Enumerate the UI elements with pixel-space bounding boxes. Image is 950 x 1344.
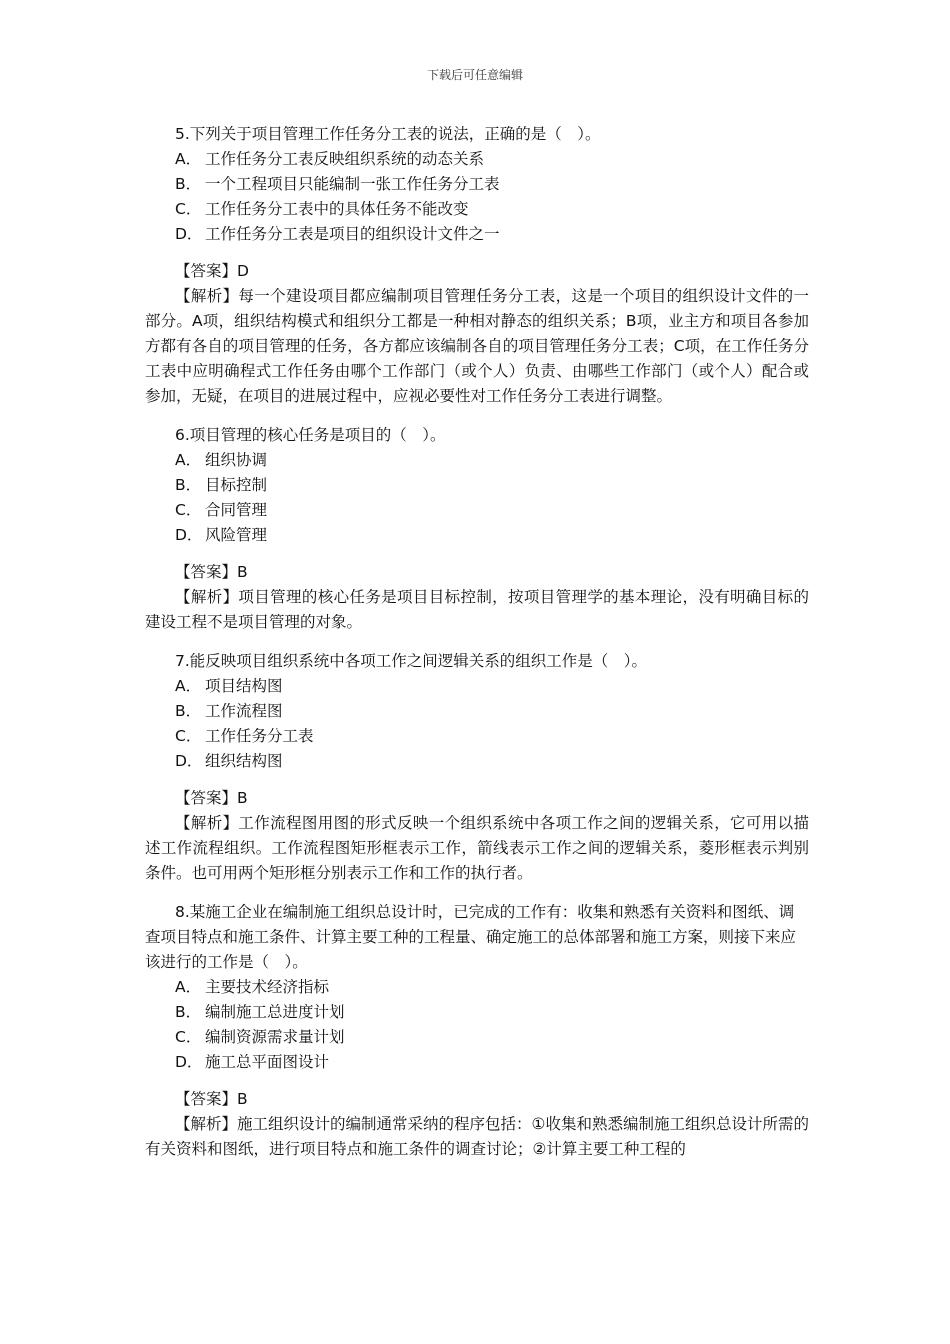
option-c — [145, 1025, 809, 1050]
option-b — [145, 473, 809, 498]
option-b — [145, 1000, 809, 1025]
option-a — [145, 147, 809, 172]
option-d — [145, 749, 809, 774]
option-d — [145, 523, 809, 548]
option-letter: B． — [175, 702, 202, 720]
option-d — [145, 1050, 809, 1075]
explanation: 【解析】施工组织设计的编制通常采纳的程序包括：①收集和熟悉编制施工组织总设计所需的有关资料和图纸，进行项目特点和施工条件的调查讨论；②计算主要工种工程的 — [145, 1115, 809, 1158]
option-text: 工作流程图 — [205, 702, 283, 720]
option-text: 合同管理 — [205, 501, 268, 519]
option-letter: C． — [175, 501, 202, 519]
option-a — [145, 674, 809, 699]
question-block — [145, 423, 809, 635]
option-b — [145, 172, 809, 197]
option-letter: A． — [175, 677, 202, 695]
page-header: 下载后可任意编辑 — [426, 68, 523, 82]
option-letter: D． — [175, 225, 203, 243]
option-text: 项目结构图 — [205, 677, 283, 695]
answer: 【答案】B — [175, 1090, 248, 1108]
option-text: 组织结构图 — [205, 752, 283, 770]
option-a — [145, 448, 809, 473]
question-block — [145, 649, 809, 886]
option-a — [145, 975, 809, 1000]
question-stem: 6.项目管理的核心任务是项目的（ ）。 — [175, 426, 446, 444]
answer: 【答案】B — [175, 789, 248, 807]
question-stem: 5.下列关于项目管理工作任务分工表的说法，正确的是（ ）。 — [175, 125, 601, 143]
explanation: 【解析】每一个建设项目都应编制项目管理任务分工表，这是一个项目的组织设计文件的一部分。A项，组织结构模式和组织分工都是一种相对静态的组织关系；B项，业主方和项目各参加方都有各自的项目管理的任务，各方都应该编制各自的项目管理任务分工表；C项，在工作任务分工表中应明确程式工作任务由哪个工作部门（或个人）负责、由哪些工作部门（或个人）配合或参加，无疑，在项目的进展过程中，应视必要性对工作任务分工表进行调整。 — [145, 287, 809, 405]
option-letter: A． — [175, 978, 202, 996]
option-text: 一个工程项目只能编制一张工作任务分工表 — [205, 175, 500, 193]
option-letter: B． — [175, 175, 202, 193]
option-text: 工作任务分工表反映组织系统的动态关系 — [205, 150, 485, 168]
option-letter: C． — [175, 200, 202, 218]
option-text: 编制资源需求量计划 — [205, 1028, 345, 1046]
option-letter: C． — [175, 727, 202, 745]
option-letter: C． — [175, 1028, 202, 1046]
option-c — [145, 724, 809, 749]
option-text: 主要技术经济指标 — [205, 978, 330, 996]
option-letter: B． — [175, 476, 202, 494]
option-d — [145, 222, 809, 247]
option-text: 编制施工总进度计划 — [205, 1003, 345, 1021]
option-letter: A． — [175, 150, 202, 168]
option-text: 施工总平面图设计 — [205, 1053, 330, 1071]
option-letter: D． — [175, 1053, 203, 1071]
option-c — [145, 498, 809, 523]
option-text: 工作任务分工表是项目的组织设计文件之一 — [205, 225, 500, 243]
option-letter: D． — [175, 752, 203, 770]
question-stem: 8.某施工企业在编制施工组织总设计时，已完成的工作有：收集和熟悉有关资料和图纸、调查项目特点和施工条件、计算主要工种的工程量、确定施工的总体部署和施工方案，则接下来应该进行的工作是（ ）。 — [145, 903, 797, 971]
option-b — [145, 699, 809, 724]
answer: 【答案】D — [175, 262, 249, 280]
option-text: 风险管理 — [205, 526, 268, 544]
question-block — [145, 122, 809, 409]
option-text: 工作任务分工表 — [205, 727, 314, 745]
question-block — [145, 900, 809, 1162]
option-letter: A． — [175, 451, 202, 469]
option-text: 目标控制 — [205, 476, 268, 494]
explanation: 【解析】工作流程图用图的形式反映一个组织系统中各项工作之间的逻辑关系，它可用以描述工作流程组织。工作流程图矩形框表示工作，箭线表示工作之间的逻辑关系，菱形框表示判别条件。也可用两个矩形框分别表示工作和工作的执行者。 — [145, 814, 809, 882]
option-letter: B． — [175, 1003, 202, 1021]
option-letter: D． — [175, 526, 203, 544]
option-text: 组织协调 — [205, 451, 268, 469]
document-body — [145, 122, 809, 1176]
explanation: 【解析】项目管理的核心任务是项目目标控制，按项目管理学的基本理论，没有明确目标的建设工程不是项目管理的对象。 — [145, 588, 809, 631]
option-c — [145, 197, 809, 222]
answer: 【答案】B — [175, 563, 248, 581]
question-stem: 7.能反映项目组织系统中各项工作之间逻辑关系的组织工作是（ ）。 — [175, 652, 648, 670]
option-text: 工作任务分工表中的具体任务不能改变 — [205, 200, 469, 218]
